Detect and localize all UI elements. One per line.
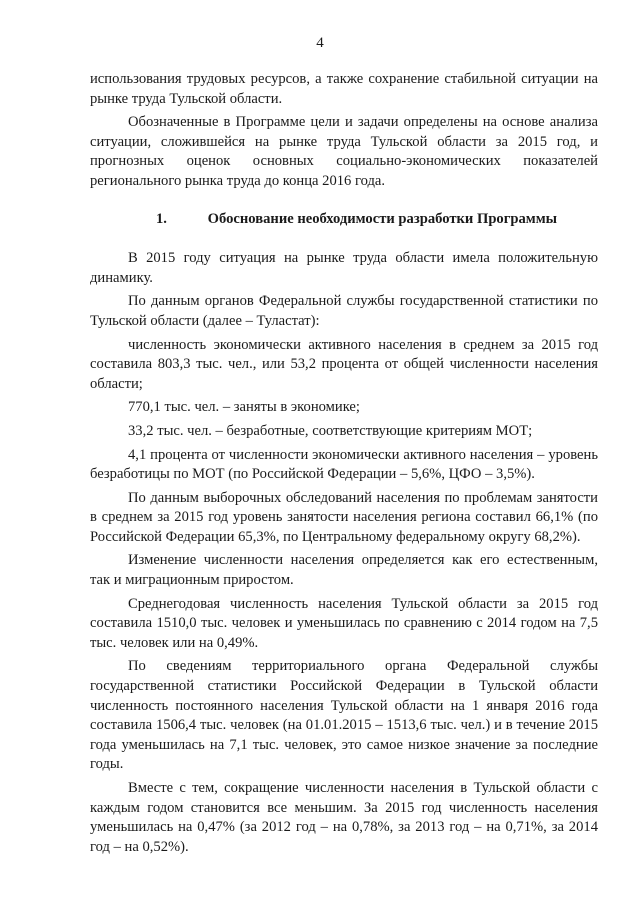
paragraph: Изменение численности населения определяется как его естественным, так и миграционным приростом. [90, 552, 598, 589]
paragraph: Вместе с тем, сокращение численности населения в Тульской области с каждым годом становится все меньшим. За 2015 год численность населения уменьшилась на 0,47% (за 2012 год – на 0,78%, за 2013 год – на 0,71%, за 2014 год – на 0,52%). [90, 780, 598, 855]
paragraph: 770,1 тыс. чел. – заняты в экономике; [128, 399, 360, 416]
paragraph: Обозначенные в Программе цели и задачи определены на основе анализа ситуации, сложившейся на рынке труда Тульской области за 2015 год, и прогнозных оценок основных социально-экономических показателей регионального рынка труда до конца 2016 года. [90, 114, 598, 189]
section-title: Обоснование необходимости разработки Программы [207, 210, 558, 227]
paragraph: численность экономически активного населения в среднем за 2015 год составила 803,3 тыс. чел., или 53,2 процента от общей численности населения области; [90, 336, 598, 392]
section-number: 1. [156, 210, 167, 227]
document-body [90, 70, 598, 861]
paragraph: 33,2 тыс. чел. – безработные, соответствующие критериям МОТ; [128, 422, 533, 439]
page-number: 4 [316, 35, 324, 51]
paragraph: По данным органов Федеральной службы государственной статистики по Тульской области (далее – Туластат): [90, 293, 598, 329]
section-heading [90, 210, 598, 230]
paragraph: использования трудовых ресурсов, а также сохранение стабильной ситуации на рынке труда Тульской области. [90, 71, 598, 107]
paragraph: По сведениям территориального органа Федеральной службы государственной статистики Российской Федерации в Тульской области численность постоянного населения Тульской области на 1 января 2016 года составила 1506,4 тыс. человек (на 01.01.2015 – 1513,6 тыс. чел.) и в течение 2015 года уменьшилась на 7,1 тыс. человек, это самое низкое значение за последние годы. [90, 658, 598, 773]
paragraph: В 2015 году ситуация на рынке труда области имела положительную динамику. [90, 250, 598, 286]
paragraph: 4,1 процента от численности экономически активного населения – уровень безработицы по МОТ (по Российской Федерации – 5,6%, ЦФО – 3,5%). [90, 446, 598, 483]
paragraph: Среднегодовая численность населения Тульской области за 2015 год составила 1510,0 тыс. человек и уменьшилась по сравнению с 2014 годом на 7,5 тыс. человек или на 0,49%. [90, 595, 598, 651]
paragraph: По данным выборочных обследований населения по проблемам занятости в среднем за 2015 год уровень занятости населения региона составил 66,1% (по Российской Федерации 65,3%, по Центральному федеральному округу 68,2%). [90, 489, 598, 545]
